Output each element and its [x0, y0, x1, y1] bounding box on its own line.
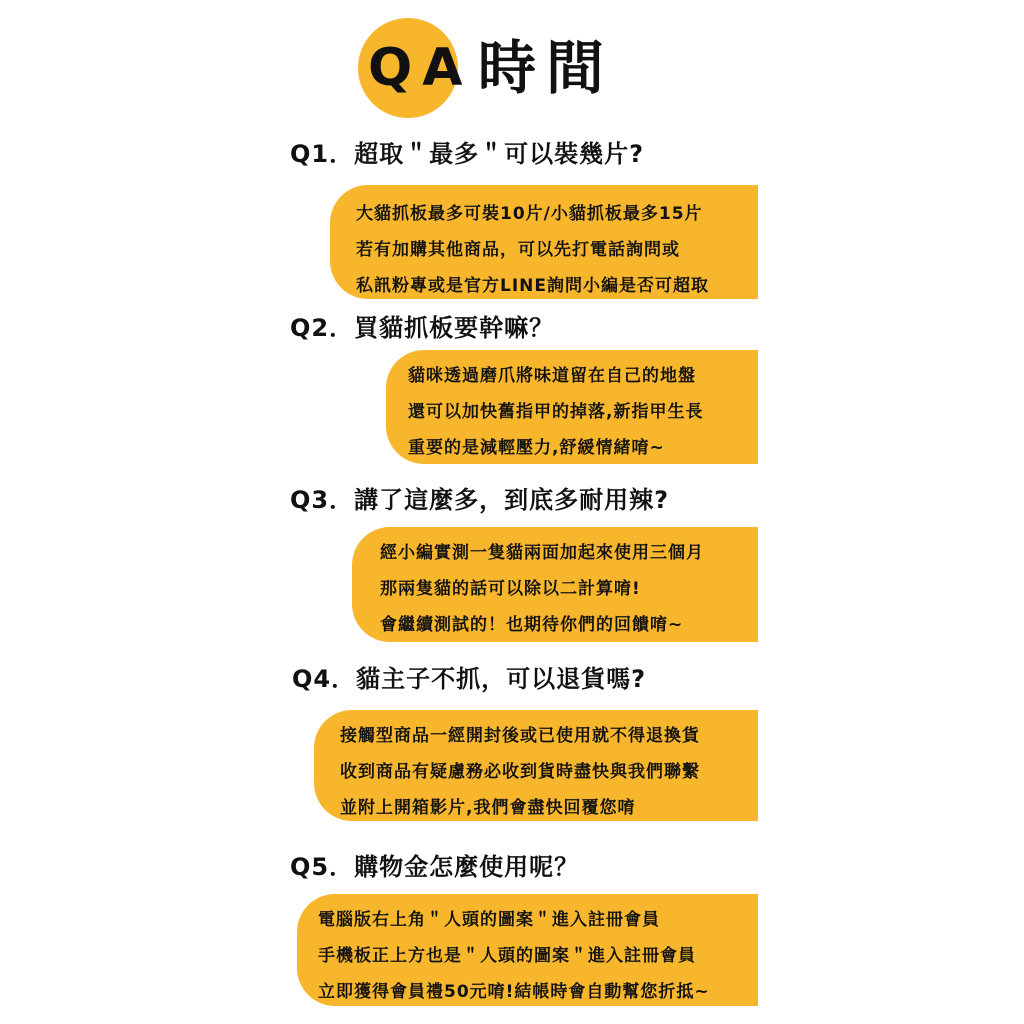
answer-1-line-3: 私訊粉專或是官方LINE詢問小編是否可超取: [356, 276, 709, 296]
answer-5-line-3: 立即獲得會員禮50元唷!結帳時會自動幫您折抵~: [318, 982, 710, 1002]
answer-bubble-4: [314, 710, 758, 821]
title-prefix: QA: [368, 38, 473, 98]
answer-5-line-1: 電腦版右上角＂人頭的圖案＂進入註冊會員: [318, 910, 660, 930]
question-4: Q4．貓主子不抓，可以退貨嗎?: [292, 665, 647, 693]
answer-bubble-2: [386, 350, 758, 464]
answer-bubble-1: [330, 185, 758, 299]
question-2: Q2．買貓抓板要幹嘛？: [290, 314, 555, 342]
answer-bubble-3: [352, 527, 758, 642]
answer-1-line-2: 若有加購其他商品，可以先打電話詢問或: [356, 240, 680, 260]
question-3: Q3．講了這麼多，到底多耐用辣?: [290, 486, 670, 514]
answer-2-line-2: 還可以加快舊指甲的掉落,新指甲生長: [408, 402, 704, 422]
question-1: Q1．超取＂最多＂可以裝幾片?: [290, 140, 645, 168]
answer-3-line-1: 經小編實測一隻貓兩面加起來使用三個月: [380, 543, 704, 563]
answer-2-line-1: 貓咪透過磨爪將味道留在自己的地盤: [408, 366, 696, 386]
answer-4-line-2: 收到商品有疑慮務必收到貨時盡快與我們聯繫: [340, 762, 700, 782]
answer-3-line-3: 會繼續測試的！也期待你們的回饋唷~: [380, 615, 684, 635]
question-5: Q5．購物金怎麼使用呢？: [290, 853, 580, 881]
answer-4-line-3: 並附上開箱影片,我們會盡快回覆您唷: [340, 798, 636, 818]
answer-2-line-3: 重要的是減輕壓力,舒緩情緒唷~: [408, 438, 665, 458]
answer-3-line-2: 那兩隻貓的話可以除以二計算唷!: [380, 579, 641, 599]
answer-4-line-1: 接觸型商品一經開封後或已使用就不得退換貨: [340, 726, 700, 746]
answer-5-line-2: 手機板正上方也是＂人頭的圖案＂進入註冊會員: [318, 946, 696, 966]
answer-bubble-5: [297, 894, 758, 1006]
title-text: 時間: [478, 34, 615, 102]
answer-1-line-1: 大貓抓板最多可裝10片/小貓抓板最多15片: [356, 204, 703, 224]
